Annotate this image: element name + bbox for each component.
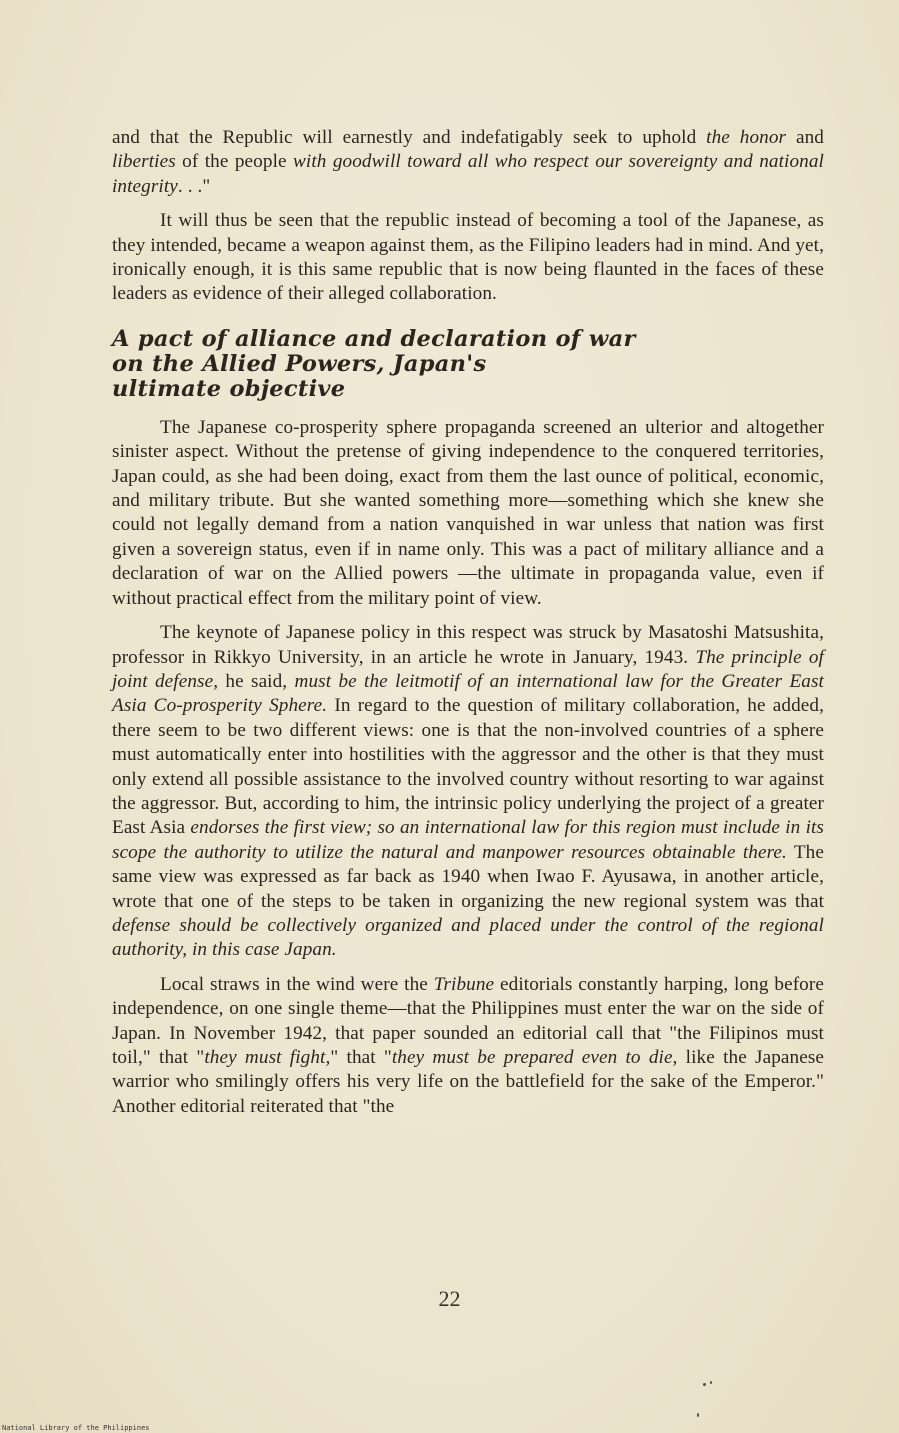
text-run: and that the Republic will earnestly and indefatigably seek to uphold [112, 127, 707, 148]
paragraph [112, 973, 824, 1119]
heading-line-2: on the Allied Powers, Japan's [112, 350, 487, 377]
paragraph [112, 416, 824, 611]
heading-line-1: A pact of alliance and declaration of war [112, 325, 636, 352]
italic-text: the honor [706, 127, 787, 148]
paper-speck [697, 1413, 699, 1417]
italic-text: liberties [112, 151, 176, 173]
text-run: " that " [330, 1047, 392, 1068]
italic-text: endorses the first view; so an international law for this region must include in its scope the authority to utilize the natural and manpower resources obtainable there. [112, 817, 824, 863]
text-run: and [786, 127, 824, 148]
section-heading [112, 327, 824, 402]
italic-text: they must fight, [204, 1047, 331, 1068]
heading-line-3: ultimate objective [112, 375, 346, 402]
italic-text: Tribune [433, 973, 495, 995]
italic-text: The principle of joint defense, [112, 646, 824, 692]
text-run: The Japanese co-prosperity sphere propaganda screened an ulterior and altogether sinister aspect. Without the pretense of giving independence to the conquered territories, Japan could, as she had been doing, exact from them the last ounce of political, economic, and military tribute. But she wanted something more—something which she knew she could not legally demand from a nation vanquished in war unless that nation was first given a sovereign status, even if in name only. This was a pact of military alliance and a declaration of war on the Allied powers —the ultimate in propaganda value, even if without practical effect from the military point of view. [112, 416, 824, 609]
paragraph [112, 621, 824, 963]
footer-credit: National Library of the Philippines [2, 1424, 150, 1432]
body-text [112, 126, 824, 1119]
paper-speck [710, 1381, 712, 1384]
italic-text: with goodwill toward all who respect our sovereignty and national integrity [112, 151, 824, 197]
italic-text: defense should be collectively organized and placed under the control of the regional authority, in this case Japan. [112, 914, 824, 961]
italic-text: must be the leitmotif of an international law for the Greater East Asia Co-prosperity Sphere. [112, 670, 824, 717]
text-run: The keynote of Japanese policy in this respect was struck by Masatoshi Matsushita, professor in Rikkyo University, in an article he wrote in January, 1943. [112, 622, 824, 668]
text-run: like the Japanese warrior who smilingly offers his very life on the battlefield for the sake of the Emperor." Another editorial reiterated that "the [112, 1047, 825, 1117]
text-run: of the people [175, 151, 293, 173]
paragraph [112, 126, 824, 199]
text-run: It will thus be seen that the republic instead of becoming a tool of the Japanese, as they intended, became a weapon against them, as the Filipino leaders had in mind. And yet, ironically enough, it is this same republic that is now being flaunted in the faces of these leaders as evidence of their alleged collaboration. [112, 210, 824, 305]
text-run: In regard to the question of military collaboration, he added, there seem to be two different views: one is that the non-involved countries of a sphere must automatically enter into hostilities with the aggressor and the other is that they must only extend all possible assistance to the involved country without resorting to war against the aggressor. But, according to him, the intrinsic policy underlying the project of a greater East Asia [112, 695, 824, 839]
text-run: Local straws in the wind were the [160, 973, 434, 995]
section-paragraphs [112, 416, 824, 1119]
text-run: . . ." [177, 175, 211, 197]
paper-speck [703, 1383, 706, 1386]
text-run: editorials constantly harping, long before independence, on one single theme—that the Philippines must enter the war on the side of Japan. In November 1942, that paper sounded an editorial call that "the Filipinos must toil," that " [112, 973, 824, 1068]
text-run: The same view was expressed as far back as 1940 when Iwao F. Ayusawa, in another article, wrote that one of the steps to be taken in organizing the new regional system was that [112, 841, 824, 912]
paragraph [112, 209, 824, 307]
text-run: he said, [218, 670, 295, 692]
intro-paragraphs [112, 126, 824, 307]
italic-text: they must be prepared even to die, [391, 1047, 678, 1068]
page-number: 22 [438, 1286, 461, 1311]
